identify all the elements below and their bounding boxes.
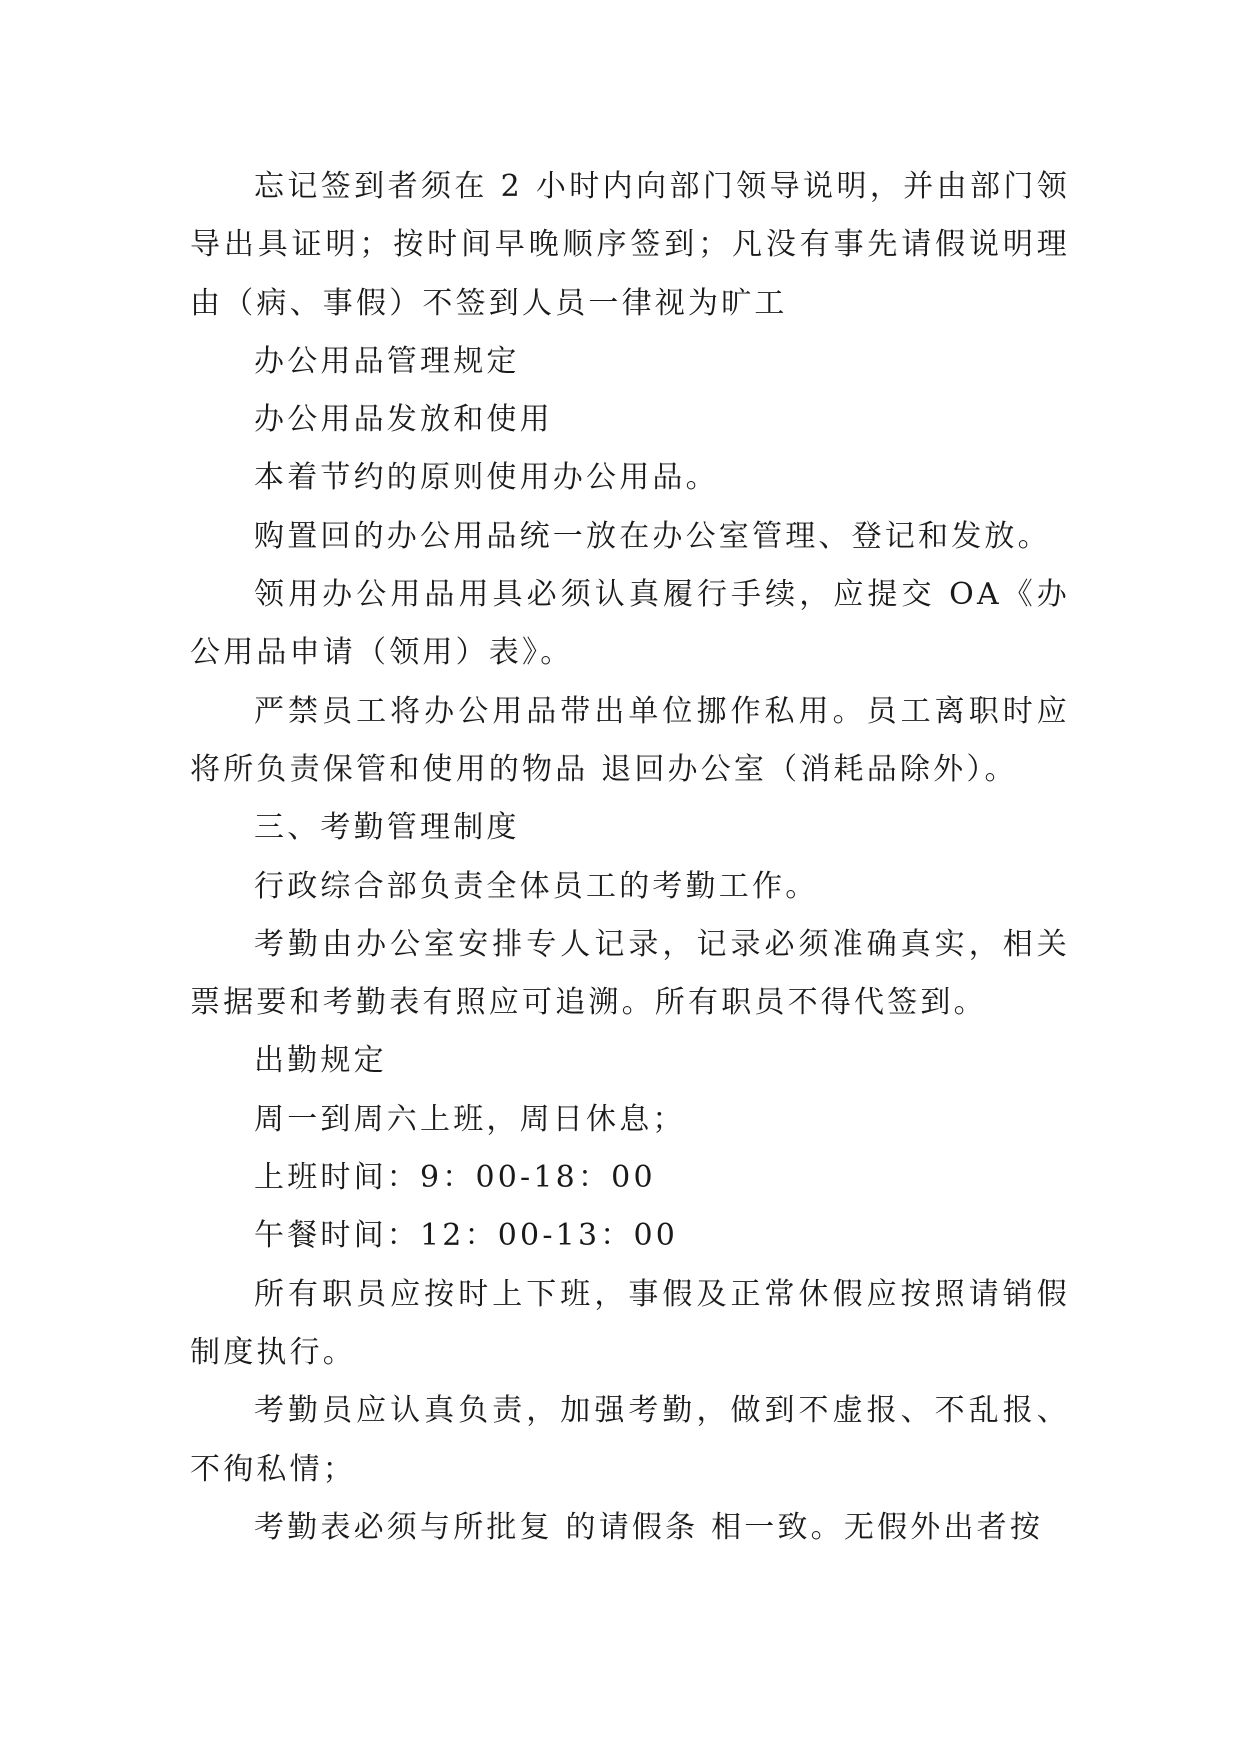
paragraph-attendance-responsibility: 行政综合部负责全体员工的考勤工作。 (254, 868, 819, 904)
paragraph-purchase-management: 购置回的办公用品统一放在办公室管理、登记和发放。 (254, 518, 1051, 554)
heading-attendance-rules: 出勤规定 (254, 1043, 387, 1079)
paragraph-requisition-procedure: 领用办公用品用具必须认真履行手续，应提交 OA《办公用品申请（领用）表》。 (190, 577, 1070, 671)
paragraph-work-hours: 上班时间：9：00-18：00 (254, 1160, 656, 1196)
document-body (190, 158, 1070, 1557)
heading-office-supplies-rules: 办公用品管理规定 (254, 343, 520, 379)
paragraph-leave-consistency: 考勤表必须与所批复 的请假条 相一致。无假外出者按 (254, 1509, 1044, 1545)
paragraph-lunch-hours: 午餐时间：12：00-13：00 (254, 1218, 679, 1254)
paragraph-saving-principle: 本着节约的原则使用办公用品。 (254, 460, 719, 496)
paragraph-punctuality: 所有职员应按时上下班，事假及正常休假应按照请销假制度执行。 (190, 1276, 1070, 1370)
heading-supplies-distribution: 办公用品发放和使用 (254, 402, 553, 438)
paragraph-clerk-duty: 考勤员应认真负责，加强考勤，做到不虚报、不乱报、不徇私情； (190, 1393, 1070, 1487)
paragraph-attendance-recording: 考勤由办公室安排专人记录，记录必须准确真实，相关票据要和考勤表有照应可追溯。所有职员不得代签到。 (190, 926, 1070, 1021)
paragraph-work-days: 周一到周六上班，周日休息； (254, 1101, 686, 1137)
heading-attendance-system: 三、考勤管理制度 (254, 810, 520, 846)
paragraph-private-use-ban: 严禁员工将办公用品带出单位挪作私用。员工离职时应将所负责保管和使用的物品 退回办公室（消耗品除外）。 (190, 693, 1070, 787)
paragraph-sign-in-rules: 忘记签到者须在 2 小时内向部门领导说明，并由部门领导出具证明；按时间早晚顺序签到；凡没有事先请假说明理由（病、事假）不签到人员一律视为旷工 (190, 169, 1070, 321)
